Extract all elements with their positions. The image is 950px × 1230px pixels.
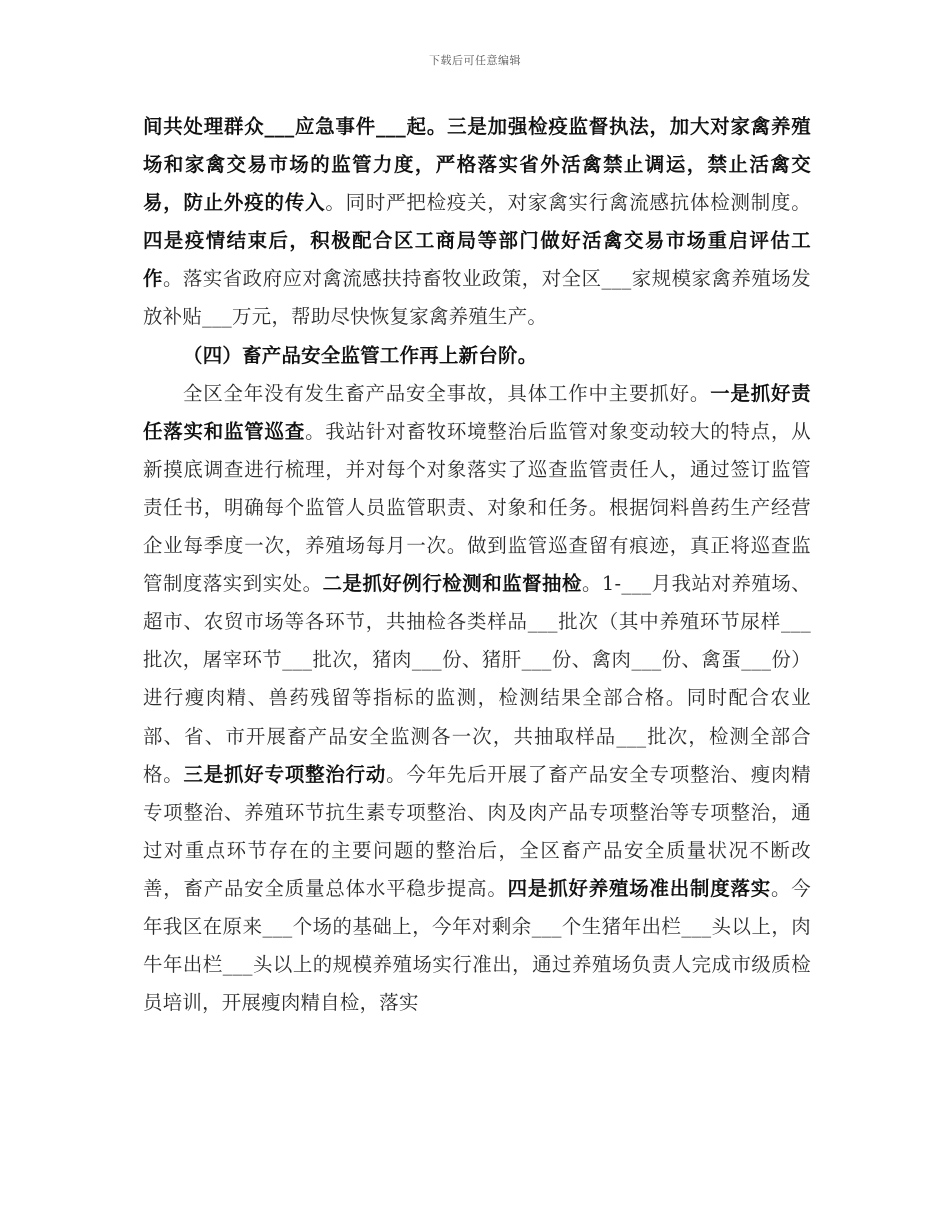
text-run: 四是疫情结束后，积极配合区工商局等部门做好活禽交易市场重启评估工作: [143, 229, 811, 291]
page-header: 下载后可任意编辑: [429, 54, 521, 67]
section-heading: [143, 337, 811, 375]
text-run: 二是抓好例行检测和监督抽检: [322, 572, 582, 596]
text-run: 三是抓好专项整治行动: [183, 762, 387, 786]
text-run: 一是抓好责任落实和监管巡查: [143, 381, 811, 443]
paragraph-p3: [143, 375, 811, 1023]
document-body: [143, 108, 811, 1022]
paragraph-p1: [143, 108, 811, 337]
heading-text: （四）畜产品安全监管工作再上新台阶。: [183, 343, 538, 367]
text-run: 。同时严把检疫关，对家禽实行禽流感抗体检测制度。: [325, 191, 812, 215]
text-run: 间共处理群众___应急事件___起。三是加强检疫监督执法，加大对家禽养殖场和家禽交易市场的监管力度，严格落实省外活禽禁止调运，禁止活禽交易，防止外疫的传入: [143, 115, 811, 215]
text-run: 。我站针对畜牧环境整治后监管对象变动较大的特点，从新摸底调查进行梳理，并对每个对象落实了巡查监管责任人，通过签订监管责任书，明确每个监管人员监管职责、对象和任务。根据饲料兽药生产经营企业每季度一次，养殖场每月一次。做到监管巡查留有痕迹，真正将巡查监管制度落实到实处。: [143, 419, 811, 596]
text-run: 。今年先后开展了畜产品安全专项整治、瘦肉精专项整治、养殖环节抗生素专项整治、肉及肉产品专项整治等专项整治，通过对重点环节存在的主要问题的整治后，全区畜产品安全质量状况不断改善，畜产品安全质量总体水平稳步提高。: [143, 762, 811, 900]
text-run: 。今年我区在原来___个场的基础上，今年对剩余___个生猪年出栏___头以上，肉牛年出栏___头以上的规模养殖场实行准出，通过养殖场负责人完成市级质检员培训，开展瘦肉精自检，落实: [143, 876, 811, 1015]
text-run: 四是抓好养殖场准出制度落实: [507, 876, 772, 900]
text-run: 。1-___月我站对养殖场、超市、农贸市场等各环节，共抽检各类样品___批次（其中养殖环节尿样___批次，屠宰环节___批次，猪肉___份、猪肝___份、禽肉___份、禽蛋___份）进行瘦肉精、兽药残留等指标的监测，检测结果全部合格。同时配合农业部、省、市开展畜产品安全监测各一次，共抽取样品___批次，检测全部合格。: [143, 572, 811, 786]
text-run: 全区全年没有发生畜产品安全事故，具体工作中主要抓好。: [183, 381, 711, 405]
text-run: 。落实省政府应对禽流感扶持畜牧业政策，对全区___家规模家禽养殖场发放补贴___万元，帮助尽快恢复家禽养殖生产。: [143, 267, 811, 329]
